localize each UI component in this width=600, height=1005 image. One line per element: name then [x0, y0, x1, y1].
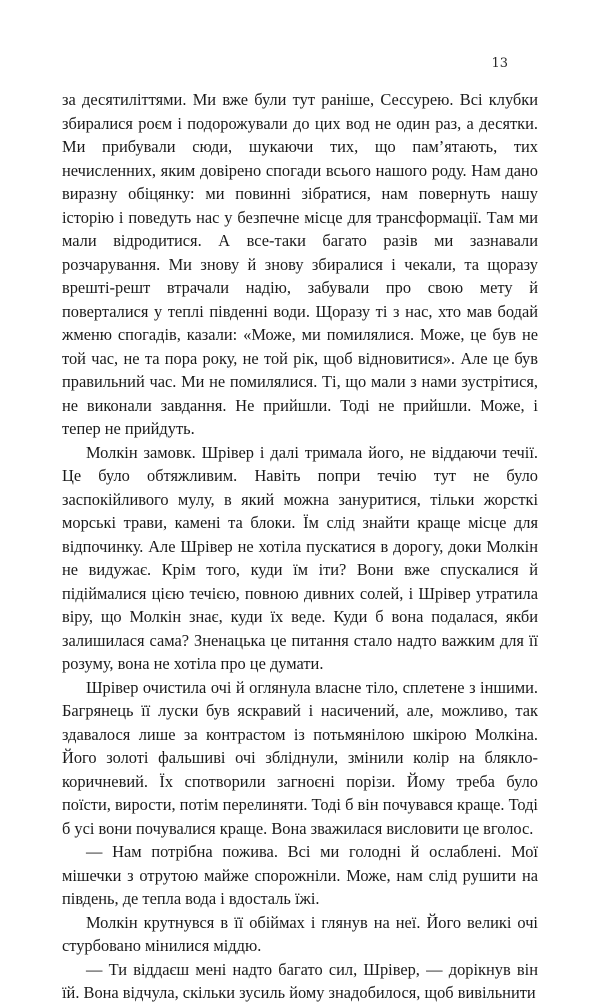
body-text: [62, 88, 538, 1005]
paragraph: за десятиліттями. Ми вже були тут раніше, Сессурею. Всі клубки збиралися роєм і подорожували до цих вод не один раз, а десятки. Ми прибували сюди, шукаючи тих, що пам’ятають, тих нечисленних, яким довірено спогади всього нашого роду. Нам дано виразну обіцянку: ми повинні зібратися, нам повернуть нашу історію і поведуть нас у безпечне місце для трансформації. Там ми мали відродитися. А все-таки багато разів ми зазнавали розчарування. Ми знову й знову збиралися і чекали, та щоразу врешті-решт втрачали надію, забували про свою мету й поверталися у теплі південні води. Щоразу ті з нас, хто мав бодай жменю спогадів, казали: «Може, ми помилялися. Може, це був не той час, не та пора року, не той рік, щоб відновитися». Але це був правильний час. Ми не помилялися. Ті, що мали з нами зустрітися, не виконали завдання. Не прийшли. Тоді не прийшли. Може, і тепер не прийдуть.: [62, 90, 538, 438]
dialogue-paragraph: — Ти віддаєш мені надто багато сил, Шрівер, — дорікнув він їй. Вона відчула, скільки зусиль йому знадобилося, щоб вивільнити: [62, 959, 538, 1002]
paragraph: Молкін замовк. Шрівер і далі тримала його, не віддаючи течії. Це було обтяжливим. Навіть попри течію тут не було заспокійливого мулу, в який можна зануритися, тільки жорсткі морські трави, камені та блоки. Їм слід знайти краще місце для відпочинку. Але Шрівер не хотіла пускатися в дорогу, доки Молкін не видужає. Крім того, куди їм іти? Вони вже спускалися й підіймалися цією течією, повною дивних солей, і Шрівер утратила віру, що Молкін знає, куди їх веде. Куди б вона подалася, якби залишилася сама? Зненацька це питання стало надто важким для її розуму, вона не хотіла про це думати.: [62, 442, 538, 673]
page-number: 13: [491, 56, 508, 71]
paragraph: Шрівер очистила очі й оглянула власне тіло, сплетене з іншими. Багрянець її луски був яскравий і насичений, але, можливо, так здавалося лише за контрастом із потьмянілою шкірою Молкіна. Його золоті фальшиві очі збліднули, змінили колір на блякло-коричневий. Їх спотворили загноєні порізи. Йому треба було поїсти, вирости, потім перелиняти. Тоді б він почувався краще. Тоді б усі вони почувалися краще. Вона зважилася висловити це вголос.: [62, 677, 538, 838]
dialogue-paragraph: — Нам потрібна пожива. Всі ми голодні й ослаблені. Мої мішечки з отрутою майже спорожніли. Може, нам слід рушити на південь, де тепла вода і вдосталь їжі.: [62, 842, 538, 908]
paragraph: Молкін крутнувся в її обіймах і глянув на неї. Його великі очі стурбовано мінилися міддю.: [62, 912, 538, 955]
